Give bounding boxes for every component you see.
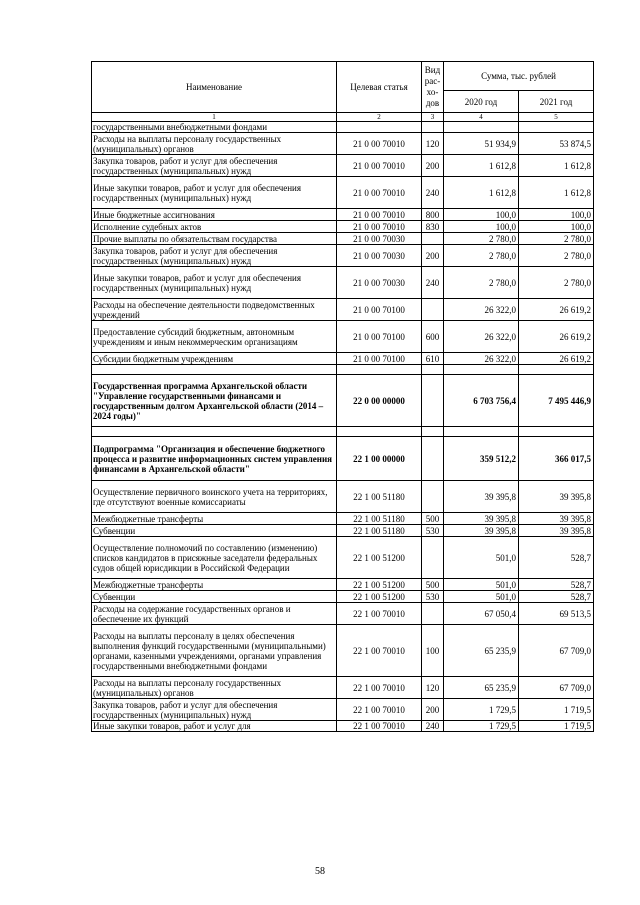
col-number: 5 [519,113,594,122]
row-type: 100 [422,625,444,677]
row-name: Закупка товаров, работ и услуг для обеспечения государственных (муниципальных) нужд [92,245,337,267]
row-type [422,365,444,375]
row-name: Расходы на содержание государственных органов и обеспечение их функций [92,603,337,625]
row-value-2020: 26 322,0 [444,353,519,365]
row-value-2020: 39 395,8 [444,513,519,525]
table-row [92,603,594,625]
row-value-2020: 39 395,8 [444,525,519,537]
header-article: Целевая статья [337,62,422,113]
row-code: 22 1 00 00000 [337,437,422,481]
row-value-2020: 1 612,8 [444,177,519,209]
row-type [422,603,444,625]
row-value-2020: 100,0 [444,221,519,233]
row-value-2021: 1 612,8 [519,155,594,177]
row-type: 240 [422,177,444,209]
row-value-2020: 39 395,8 [444,481,519,513]
table-row [92,375,594,427]
row-name: Иные закупки товаров, работ и услуг для обеспечения государственных (муниципальных) нужд [92,177,337,209]
table-row [92,591,594,603]
row-value-2021: 39 395,8 [519,481,594,513]
row-name: Осуществление первичного воинского учета на территориях, где отсутствуют военные комиссариаты [92,481,337,513]
row-code [337,427,422,437]
row-name: Расходы на выплаты персоналу государственных (муниципальных) органов [92,133,337,155]
row-value-2021: 26 619,2 [519,321,594,353]
row-type [422,427,444,437]
row-code: 22 1 00 51200 [337,537,422,579]
row-type [422,537,444,579]
row-value-2020 [444,365,519,375]
row-value-2020: 26 322,0 [444,321,519,353]
row-value-2021: 39 395,8 [519,525,594,537]
row-value-2021: 39 395,8 [519,513,594,525]
row-type: 500 [422,579,444,591]
row-code: 21 0 00 70030 [337,267,422,299]
header-sum: Сумма, тыс. рублей [444,62,594,91]
row-value-2021: 2 780,0 [519,267,594,299]
row-value-2021: 26 619,2 [519,353,594,365]
header-expense-type: Вид рас-хо-дов [422,62,444,113]
row-code: 21 0 00 70100 [337,321,422,353]
col-number: 1 [92,113,337,122]
row-type: 610 [422,353,444,365]
row-type: 240 [422,267,444,299]
page-number: 58 [315,866,325,877]
row-name: Государственная программа Архангельской области "Управление государственными финансами и государственным долгом Архангельской области (2014 – 2024 годы)" [92,375,337,427]
row-type: 500 [422,513,444,525]
row-name: Субвенции [92,525,337,537]
row-type [422,437,444,481]
row-value-2020: 501,0 [444,537,519,579]
row-name: Межбюджетные трансферты [92,513,337,525]
row-code: 21 0 00 70010 [337,209,422,221]
table-row [92,353,594,365]
row-value-2020: 65 235,9 [444,625,519,677]
row-code: 22 1 00 70010 [337,625,422,677]
row-type: 830 [422,221,444,233]
row-value-2021: 7 495 446,9 [519,375,594,427]
row-value-2020: 501,0 [444,591,519,603]
table-row [92,221,594,233]
header-name: Наименование [92,62,337,113]
row-type: 240 [422,721,444,732]
row-name: Межбюджетные трансферты [92,579,337,591]
row-name: Осуществление полномочий по составлению (изменению) списков кандидатов в присяжные заседатели федеральных судов общей юрисдикции в Российской Федерации [92,537,337,579]
row-code [337,122,422,133]
row-value-2020: 6 703 756,4 [444,375,519,427]
row-value-2021: 528,7 [519,579,594,591]
row-value-2021: 1 612,8 [519,177,594,209]
row-name: Прочие выплаты по обязательствам государства [92,233,337,245]
col-number: 2 [337,113,422,122]
row-name: Расходы на выплаты персоналу в целях обеспечения выполнения функций государственными (муниципальными) органами, казенными учреждениями, органами управления государственными внебюджетными фондами [92,625,337,677]
row-value-2020: 2 780,0 [444,233,519,245]
row-name: Иные бюджетные ассигнования [92,209,337,221]
row-code: 22 1 00 70010 [337,677,422,699]
row-value-2021: 528,7 [519,537,594,579]
row-value-2020: 100,0 [444,209,519,221]
table-row [92,133,594,155]
row-type: 200 [422,245,444,267]
row-code: 21 0 00 70100 [337,353,422,365]
row-code [337,365,422,375]
table-row [92,209,594,221]
row-type [422,299,444,321]
table-row [92,321,594,353]
row-type: 800 [422,209,444,221]
row-name: государственными внебюджетными фондами [92,122,337,133]
header-year-2021: 2021 год [519,91,594,113]
row-code: 22 1 00 51180 [337,481,422,513]
row-value-2020: 51 934,9 [444,133,519,155]
table-row [92,177,594,209]
row-type: 600 [422,321,444,353]
header-year-2020: 2020 год [444,91,519,113]
row-value-2020: 359 512,2 [444,437,519,481]
table-row [92,122,594,133]
table-row [92,699,594,721]
row-value-2020: 2 780,0 [444,267,519,299]
row-value-2020 [444,427,519,437]
row-type [422,481,444,513]
row-value-2020: 2 780,0 [444,245,519,267]
row-code: 22 1 00 51180 [337,525,422,537]
table-row [92,299,594,321]
row-name: Субвенции [92,591,337,603]
row-code: 22 1 00 51200 [337,579,422,591]
row-name: Закупка товаров, работ и услуг для обеспечения государственных (муниципальных) нужд [92,155,337,177]
row-name: Исполнение судебных актов [92,221,337,233]
row-code: 22 1 00 51200 [337,591,422,603]
row-value-2021 [519,427,594,437]
row-value-2021: 100,0 [519,221,594,233]
col-number: 4 [444,113,519,122]
row-value-2021: 366 017,5 [519,437,594,481]
row-name: Расходы на выплаты персоналу государственных (муниципальных) органов [92,677,337,699]
table-row [92,155,594,177]
table-row [92,365,594,375]
table-row [92,245,594,267]
row-name: Расходы на обеспечение деятельности подведомственных учреждений [92,299,337,321]
table-body [92,122,594,732]
row-name [92,365,337,375]
row-value-2020: 67 050,4 [444,603,519,625]
table-row [92,537,594,579]
row-value-2020: 1 729,5 [444,721,519,732]
table-row [92,625,594,677]
row-value-2021: 69 513,5 [519,603,594,625]
table-row [92,233,594,245]
table-row [92,721,594,732]
row-value-2021: 528,7 [519,591,594,603]
row-type [422,233,444,245]
row-name: Субсидии бюджетным учреждениям [92,353,337,365]
column-numbers-row [92,113,594,122]
row-value-2020: 501,0 [444,579,519,591]
table-row [92,437,594,481]
row-code: 21 0 00 70030 [337,245,422,267]
table-row [92,513,594,525]
row-code: 21 0 00 70030 [337,233,422,245]
row-value-2020 [444,122,519,133]
row-type [422,375,444,427]
row-value-2021: 1 719,5 [519,699,594,721]
table-row [92,579,594,591]
row-name: Иные закупки товаров, работ и услуг для обеспечения государственных (муниципальных) нужд [92,267,337,299]
row-type: 530 [422,591,444,603]
row-value-2021 [519,122,594,133]
table-row [92,677,594,699]
row-type: 200 [422,699,444,721]
row-value-2021: 53 874,5 [519,133,594,155]
row-name: Закупка товаров, работ и услуг для обеспечения государственных (муниципальных) нужд [92,699,337,721]
row-code: 22 1 00 70010 [337,721,422,732]
row-name [92,427,337,437]
row-code: 21 0 00 70010 [337,133,422,155]
row-value-2021: 100,0 [519,209,594,221]
row-value-2021: 2 780,0 [519,233,594,245]
row-value-2021 [519,365,594,375]
row-value-2021: 2 780,0 [519,245,594,267]
row-name: Иные закупки товаров, работ и услуг для [92,721,337,732]
table-row [92,525,594,537]
row-code: 22 0 00 00000 [337,375,422,427]
row-code: 22 1 00 70010 [337,699,422,721]
table-row [92,427,594,437]
row-value-2021: 26 619,2 [519,299,594,321]
budget-table [91,61,594,732]
row-code: 22 1 00 70010 [337,603,422,625]
row-type: 120 [422,133,444,155]
table-row [92,267,594,299]
row-value-2021: 1 719,5 [519,721,594,732]
row-type: 120 [422,677,444,699]
row-value-2020: 65 235,9 [444,677,519,699]
row-code: 21 0 00 70010 [337,155,422,177]
row-value-2020: 1 612,8 [444,155,519,177]
table-row [92,481,594,513]
table-header [92,62,594,122]
row-type: 530 [422,525,444,537]
row-code: 22 1 00 51180 [337,513,422,525]
row-name: Подпрограмма "Организация и обеспечение бюджетного процесса и развитие информационных систем управления финансами в Архангельской области" [92,437,337,481]
row-code: 21 0 00 70100 [337,299,422,321]
row-value-2021: 67 709,0 [519,625,594,677]
row-code: 21 0 00 70010 [337,177,422,209]
row-value-2020: 1 729,5 [444,699,519,721]
row-code: 21 0 00 70010 [337,221,422,233]
row-type [422,122,444,133]
row-name: Предоставление субсидий бюджетным, автономным учреждениям и иным некоммерческим организациям [92,321,337,353]
row-type: 200 [422,155,444,177]
col-number: 3 [422,113,444,122]
row-value-2021: 67 709,0 [519,677,594,699]
row-value-2020: 26 322,0 [444,299,519,321]
